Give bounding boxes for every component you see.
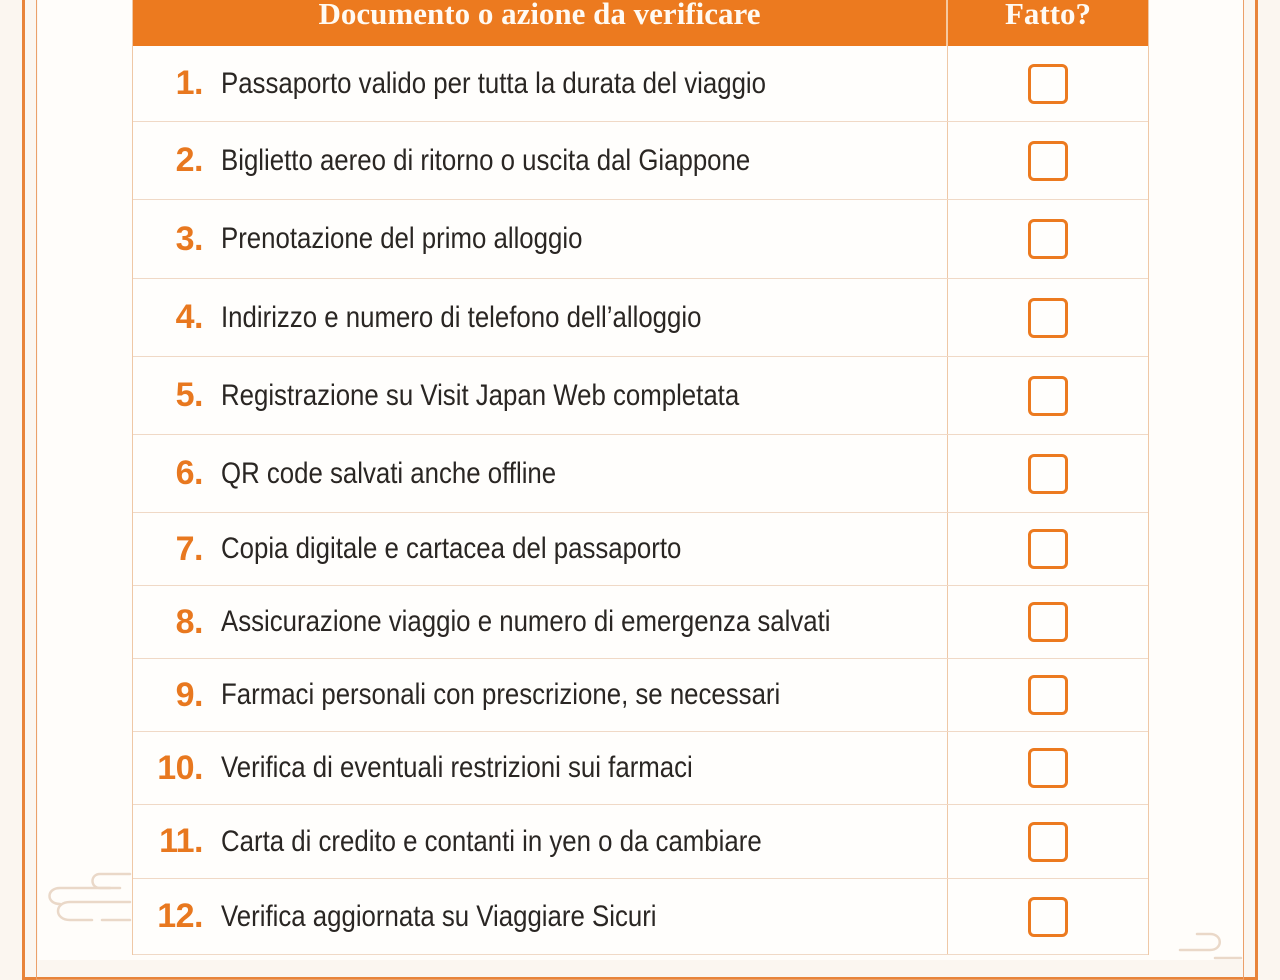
row-number: 9. <box>175 675 203 714</box>
row-text: Prenotazione del primo alloggio <box>221 222 583 255</box>
row-number: 1. <box>175 64 203 102</box>
done-checkbox[interactable] <box>1028 454 1068 494</box>
row-description-cell <box>133 586 948 658</box>
row-number: 2. <box>175 141 203 179</box>
checklist-row <box>133 200 1148 279</box>
row-checkbox-cell <box>948 435 1148 512</box>
row-description-cell <box>133 122 948 199</box>
row-number: 4. <box>175 298 203 336</box>
row-text: Verifica di eventuali restrizioni sui farmaci <box>221 751 693 784</box>
done-checkbox[interactable] <box>1028 219 1068 259</box>
checklist-row <box>133 879 1148 955</box>
row-checkbox-cell <box>948 586 1148 658</box>
row-number: 3. <box>175 219 203 258</box>
checklist-row <box>133 279 1148 357</box>
row-text: Copia digitale e cartacea del passaporto <box>221 532 682 565</box>
done-checkbox[interactable] <box>1028 298 1068 338</box>
row-text: Passaporto valido per tutta la durata del viaggio <box>221 66 767 100</box>
row-description-cell <box>133 279 948 356</box>
row-number: 11. <box>159 822 203 860</box>
row-description-cell <box>133 200 948 278</box>
done-checkbox[interactable] <box>1028 141 1068 181</box>
row-description-cell <box>133 732 948 804</box>
done-checkbox[interactable] <box>1028 376 1068 416</box>
done-checkbox[interactable] <box>1028 748 1068 788</box>
row-description-cell <box>133 879 948 954</box>
row-checkbox-cell <box>948 122 1148 199</box>
row-text: Registrazione su Visit Japan Web completata <box>221 378 740 412</box>
row-text: Assicurazione viaggio e numero di emergenza salvati <box>221 605 831 638</box>
row-checkbox-cell <box>948 357 1148 434</box>
checklist-row <box>133 805 1148 879</box>
done-checkbox[interactable] <box>1028 64 1068 104</box>
row-number: 12. <box>157 897 203 935</box>
row-description-cell <box>133 357 948 434</box>
row-text: Indirizzo e numero di telefono dell’alloggio <box>221 300 702 334</box>
done-checkbox[interactable] <box>1028 675 1068 715</box>
row-checkbox-cell <box>948 732 1148 804</box>
checklist-row <box>133 357 1148 435</box>
checklist-row <box>133 586 1148 659</box>
row-checkbox-cell <box>948 279 1148 356</box>
row-text: Carta di credito e contanti in yen o da cambiare <box>221 824 762 858</box>
row-description-cell <box>133 805 948 878</box>
row-checkbox-cell <box>948 805 1148 878</box>
row-number: 6. <box>175 454 203 492</box>
done-checkbox[interactable] <box>1028 822 1068 862</box>
row-number: 5. <box>175 376 203 414</box>
checklist-row <box>133 513 1148 586</box>
checklist-row <box>133 122 1148 200</box>
row-text: Farmaci personali con prescrizione, se necessari <box>221 678 781 711</box>
table-header <box>133 0 1148 46</box>
row-checkbox-cell <box>948 659 1148 731</box>
row-text: QR code salvati anche offline <box>221 456 557 490</box>
done-checkbox[interactable] <box>1028 529 1068 569</box>
row-text: Verifica aggiornata su Viaggiare Sicuri <box>221 899 657 933</box>
cloud-swirl-left-decoration <box>40 862 135 932</box>
row-checkbox-cell <box>948 200 1148 278</box>
header-document-column: Documento o azione da verificare <box>133 0 948 46</box>
checklist-table <box>132 0 1149 955</box>
header-done-column: Fatto? <box>1004 0 1092 31</box>
checklist-row <box>133 435 1148 513</box>
done-checkbox[interactable] <box>1028 897 1068 937</box>
row-checkbox-cell <box>948 46 1148 121</box>
row-description-cell <box>133 435 948 512</box>
cloud-swirl-right-decoration <box>1175 928 1245 960</box>
checklist-rows <box>133 46 1148 955</box>
row-number: 7. <box>175 529 203 568</box>
row-description-cell <box>133 46 948 121</box>
checklist-row <box>133 732 1148 805</box>
row-text: Biglietto aereo di ritorno o uscita dal Giappone <box>221 143 751 177</box>
checklist-row <box>133 46 1148 122</box>
checklist-row <box>133 659 1148 732</box>
row-checkbox-cell <box>948 513 1148 585</box>
row-number: 8. <box>175 602 203 641</box>
done-checkbox[interactable] <box>1028 602 1068 642</box>
row-description-cell <box>133 513 948 585</box>
row-description-cell <box>133 659 948 731</box>
row-checkbox-cell <box>948 879 1148 954</box>
row-number: 10. <box>157 748 203 787</box>
